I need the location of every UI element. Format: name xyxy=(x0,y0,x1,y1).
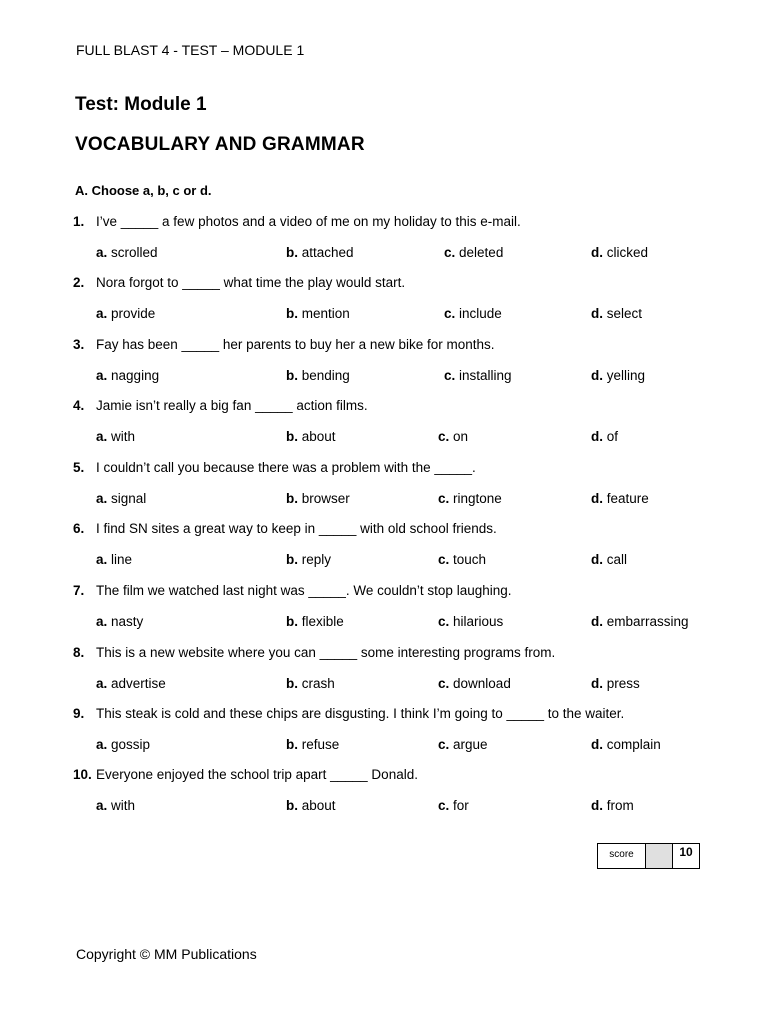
option-a[interactable] xyxy=(96,552,132,567)
option-text: for xyxy=(453,798,469,813)
option-c[interactable] xyxy=(438,429,468,444)
option-c[interactable] xyxy=(444,245,503,260)
option-text: include xyxy=(459,306,502,321)
option-letter: d. xyxy=(591,737,603,752)
question-8 xyxy=(73,645,555,660)
option-text: of xyxy=(606,429,619,444)
option-b[interactable] xyxy=(286,245,354,260)
section-heading: VOCABULARY AND GRAMMAR xyxy=(75,134,365,155)
option-text: crash xyxy=(301,676,335,691)
option-c[interactable] xyxy=(438,491,502,506)
score-label: score xyxy=(598,844,646,868)
option-text: with xyxy=(111,429,136,444)
option-b[interactable] xyxy=(286,737,339,752)
question-text: Everyone enjoyed the school trip apart _____ Donald. xyxy=(96,767,418,782)
option-text: deleted xyxy=(459,245,504,260)
option-text: refuse xyxy=(301,737,340,752)
option-b[interactable] xyxy=(286,614,344,629)
option-d[interactable] xyxy=(591,798,634,813)
option-text: argue xyxy=(453,737,488,752)
question-5 xyxy=(73,460,476,475)
question-number: 5. xyxy=(73,460,85,475)
question-9 xyxy=(73,706,624,721)
option-a[interactable] xyxy=(96,676,166,691)
option-letter: d. xyxy=(591,552,603,567)
option-text: gossip xyxy=(111,737,151,752)
option-letter: b. xyxy=(286,552,298,567)
option-b[interactable] xyxy=(286,552,331,567)
option-text: browser xyxy=(301,491,350,506)
question-number: 9. xyxy=(73,706,85,721)
option-text: flexible xyxy=(301,614,344,629)
option-letter: b. xyxy=(286,368,298,383)
question-number: 10. xyxy=(73,767,92,782)
option-c[interactable] xyxy=(438,614,503,629)
option-letter: a. xyxy=(96,614,108,629)
option-text: clicked xyxy=(606,245,649,260)
question-number: 6. xyxy=(73,521,85,536)
option-text: touch xyxy=(453,552,487,567)
option-letter: a. xyxy=(96,245,108,260)
option-letter: a. xyxy=(96,737,108,752)
option-c[interactable] xyxy=(438,737,488,752)
option-b[interactable] xyxy=(286,491,350,506)
question-number: 7. xyxy=(73,583,85,598)
question-number: 3. xyxy=(73,337,85,352)
option-b[interactable] xyxy=(286,306,350,321)
option-c[interactable] xyxy=(438,676,511,691)
exercise-instruction: A. Choose a, b, c or d. xyxy=(75,183,212,198)
option-letter: c. xyxy=(438,798,450,813)
option-b[interactable] xyxy=(286,429,336,444)
option-text: signal xyxy=(111,491,147,506)
option-a[interactable] xyxy=(96,245,158,260)
option-letter: c. xyxy=(438,614,450,629)
option-c[interactable] xyxy=(438,798,469,813)
option-text: about xyxy=(301,798,336,813)
option-a[interactable] xyxy=(96,429,135,444)
option-letter: c. xyxy=(444,368,456,383)
option-letter: a. xyxy=(96,552,108,567)
option-letter: d. xyxy=(591,306,603,321)
option-letter: b. xyxy=(286,306,298,321)
option-text: mention xyxy=(301,306,350,321)
question-text: I couldn’t call you because there was a problem with the _____. xyxy=(96,460,476,475)
option-letter: c. xyxy=(438,491,450,506)
question-1 xyxy=(73,214,521,229)
option-text: hilarious xyxy=(453,614,504,629)
option-letter: a. xyxy=(96,306,108,321)
option-letter: b. xyxy=(286,798,298,813)
option-a[interactable] xyxy=(96,798,135,813)
option-letter: a. xyxy=(96,368,108,383)
option-b[interactable] xyxy=(286,798,336,813)
option-text: feature xyxy=(606,491,649,506)
score-max: 10 xyxy=(679,845,693,859)
question-text: Fay has been _____ her parents to buy her a new bike for months. xyxy=(96,337,495,352)
question-number: 4. xyxy=(73,398,85,413)
question-text: This steak is cold and these chips are disgusting. I think I’m going to _____ to the waiter. xyxy=(96,706,625,721)
option-d[interactable] xyxy=(591,491,649,506)
option-letter: d. xyxy=(591,245,603,260)
option-letter: a. xyxy=(96,429,108,444)
question-text: I find SN sites a great way to keep in _____ with old school friends. xyxy=(96,521,497,536)
question-6 xyxy=(73,521,497,536)
question-7 xyxy=(73,583,512,598)
option-text: yelling xyxy=(606,368,646,383)
option-letter: c. xyxy=(444,306,456,321)
question-3 xyxy=(73,337,495,352)
option-text: advertise xyxy=(111,676,166,691)
option-letter: d. xyxy=(591,676,603,691)
option-d[interactable] xyxy=(591,737,661,752)
option-d[interactable] xyxy=(591,614,689,629)
option-letter: b. xyxy=(286,245,298,260)
option-letter: a. xyxy=(96,491,108,506)
option-text: scrolled xyxy=(111,245,158,260)
option-text: ringtone xyxy=(453,491,502,506)
option-letter: c. xyxy=(444,245,456,260)
question-text: Nora forgot to _____ what time the play would start. xyxy=(96,275,406,290)
option-text: call xyxy=(606,552,628,567)
option-d[interactable] xyxy=(591,429,618,444)
question-10 xyxy=(73,767,418,782)
option-text: about xyxy=(301,429,336,444)
option-letter: c. xyxy=(438,737,450,752)
option-text: provide xyxy=(111,306,156,321)
option-letter: d. xyxy=(591,798,603,813)
option-a[interactable] xyxy=(96,368,159,383)
option-b[interactable] xyxy=(286,368,350,383)
page-header: FULL BLAST 4 - TEST – MODULE 1 xyxy=(76,42,305,58)
option-a[interactable] xyxy=(96,306,155,321)
option-letter: d. xyxy=(591,368,603,383)
option-a[interactable] xyxy=(96,491,146,506)
score-input-cell[interactable] xyxy=(646,844,673,868)
option-text: with xyxy=(111,798,136,813)
option-b[interactable] xyxy=(286,676,335,691)
option-letter: d. xyxy=(591,429,603,444)
option-text: download xyxy=(453,676,511,691)
option-d[interactable] xyxy=(591,368,645,383)
copyright-footer: Copyright © MM Publications xyxy=(76,946,257,962)
option-c[interactable] xyxy=(438,552,486,567)
option-letter: d. xyxy=(591,491,603,506)
option-d[interactable] xyxy=(591,245,648,260)
option-text: reply xyxy=(301,552,332,567)
option-text: line xyxy=(111,552,133,567)
option-c[interactable] xyxy=(444,368,512,383)
question-text: This is a new website where you can _____ some interesting programs from. xyxy=(96,645,556,660)
option-a[interactable] xyxy=(96,737,150,752)
option-letter: b. xyxy=(286,737,298,752)
option-letter: b. xyxy=(286,614,298,629)
question-text: I’ve _____ a few photos and a video of me on my holiday to this e-mail. xyxy=(96,214,521,229)
option-text: bending xyxy=(301,368,350,383)
option-letter: c. xyxy=(438,552,450,567)
option-letter: c. xyxy=(438,429,450,444)
option-text: installing xyxy=(459,368,512,383)
question-text: The film we watched last night was _____. We couldn’t stop laughing. xyxy=(96,583,512,598)
option-a[interactable] xyxy=(96,614,143,629)
option-letter: b. xyxy=(286,429,298,444)
option-text: complain xyxy=(606,737,661,752)
option-d[interactable] xyxy=(591,676,640,691)
option-text: attached xyxy=(301,245,354,260)
score-box xyxy=(597,843,700,869)
option-text: select xyxy=(606,306,643,321)
question-2 xyxy=(73,275,405,290)
option-letter: b. xyxy=(286,491,298,506)
option-text: embarrassing xyxy=(606,614,689,629)
option-letter: a. xyxy=(96,798,108,813)
option-text: nasty xyxy=(111,614,144,629)
option-d[interactable] xyxy=(591,552,627,567)
option-text: on xyxy=(453,429,469,444)
option-d[interactable] xyxy=(591,306,642,321)
option-text: press xyxy=(606,676,640,691)
test-title: Test: Module 1 xyxy=(75,94,207,115)
option-letter: d. xyxy=(591,614,603,629)
question-4 xyxy=(73,398,368,413)
option-letter: c. xyxy=(438,676,450,691)
question-number: 2. xyxy=(73,275,85,290)
option-text: nagging xyxy=(111,368,160,383)
option-c[interactable] xyxy=(444,306,502,321)
question-number: 1. xyxy=(73,214,85,229)
option-letter: a. xyxy=(96,676,108,691)
option-text: from xyxy=(606,798,634,813)
question-text: Jamie isn’t really a big fan _____ action films. xyxy=(96,398,368,413)
option-letter: b. xyxy=(286,676,298,691)
question-number: 8. xyxy=(73,645,85,660)
